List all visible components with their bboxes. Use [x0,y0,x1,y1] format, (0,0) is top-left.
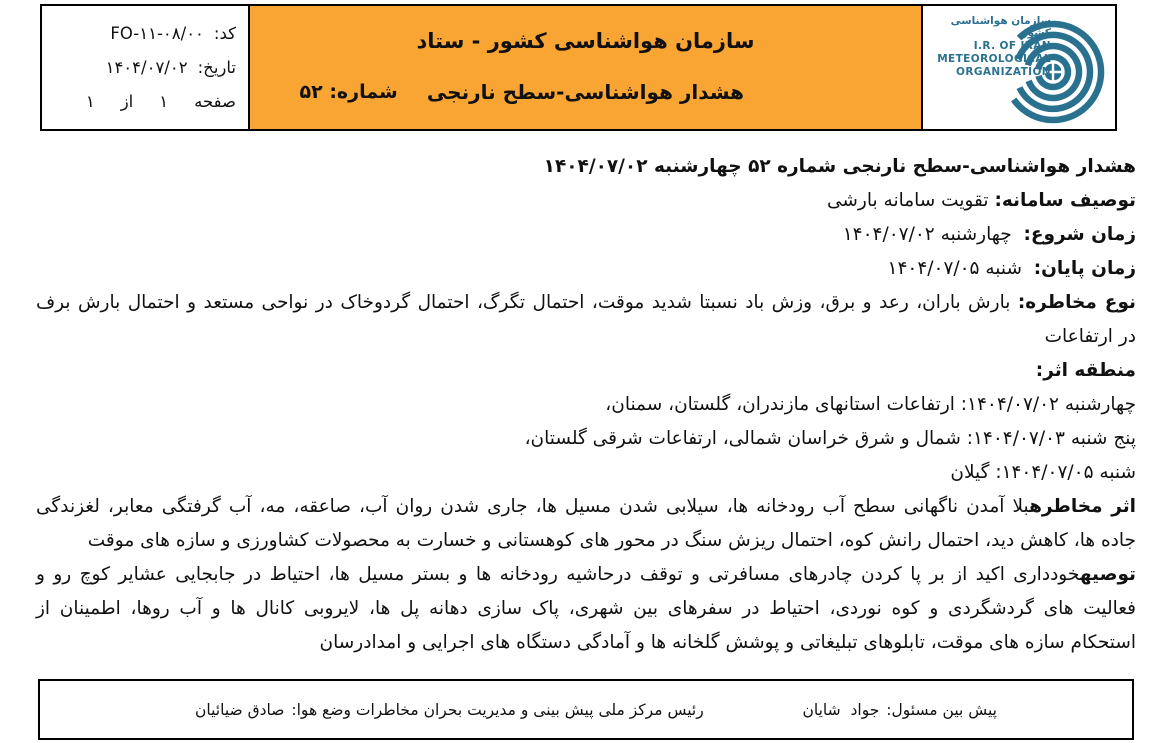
doc-code-label: کد: [213,23,236,43]
forecaster-name: جواد شایان [802,700,880,719]
warning-subtitle-row [250,78,922,106]
doc-date-row [54,58,236,77]
body-line: فعالیت های گردشگردی و کوه نوردی، احتیاط در سفرهای بین شهری، پاک سازی دهانه پل ها، لایروبی کانال ها و آب روها، اطمینان از [36,598,1136,619]
doc-code-value: FO-۱۱-۰۸/۰۰ [110,23,204,43]
body-line: چهارشنبه ۱۴۰۴/۰۷/۰۲: ارتفاعات استانهای مازندران، گلستان، سمنان، [605,394,1136,415]
logo-fa-name: سازمان هواشناسی کشور [950,14,1051,40]
warning-title: هشدار هواشناسی-سطح نارنجی [426,80,745,105]
forecaster-label: پیش بین مسئول: [886,700,997,719]
org-title: سازمان هواشناسی کشور - ستاد [416,28,755,53]
doc-page-row [54,92,236,111]
chief-name: صادق ضیائیان [195,700,285,719]
body-line: زمان شروع: چهارشنبه ۱۴۰۴/۰۷/۰۲ [842,224,1136,245]
body-line: پنج شنبه ۱۴۰۴/۰۷/۰۳: شمال و شرق خراسان شمالی، ارتفاعات شرقی گلستان، [524,428,1136,449]
header-logo-cell [921,4,1117,131]
page-total: ۱ [85,92,95,112]
chief-signature [195,701,704,719]
page-label: صفحه [194,92,236,112]
header-meta-cell [40,4,250,131]
header-banner-cell [248,4,924,131]
doc-code-row [54,24,236,43]
body-line: زمان پایان: شنبه ۱۴۰۴/۰۷/۰۵ [887,258,1136,279]
doc-date-label: تاریخ: [197,57,236,77]
body-line: در ارتفاعات [1044,326,1136,347]
page-of-label: از [120,92,134,112]
body-line: توصیف سامانه: تقویت سامانه بارشی [827,190,1136,211]
body-line: منطقه اثر: [1035,360,1136,381]
body-line: هشدار هواشناسی-سطح نارنجی شماره ۵۲ چهارشنبه ۱۴۰۴/۰۷/۰۲ [543,156,1136,177]
body-line: نوع مخاطره: بارش باران، رعد و برق، وزش باد نسبتا شدید موقت، احتمال تگرگ، احتمال گردوخاک در نواحی مستعد و احتمال بارش برف [36,292,1136,313]
irimo-logo [929,10,1109,126]
warning-body [36,150,1136,660]
chief-label: رئیس مرکز ملی پیش بینی و مدیریت بحران مخاطرات وضع هوا: [291,700,704,719]
body-line: توصیهخودداری اکید از بر پا کردن چادرهای مسافرتی و توقف درحاشیه رودخانه ها و بستر مسیل ها، احتیاط در جابجایی عشایر کوچ رو و [36,564,1136,585]
body-line: جاده ها، کاهش دید، احتمال رانش کوه، احتمال ریزش سنگ در محور های کوهستانی و خسارت به محصولات کشاورزی و سازه های موقت [87,530,1136,551]
page-number: ۱ [159,92,169,112]
body-line: استحکام سازه های موقت، تابلوهای تبلیغاتی و پوشش گلخانه ها و آمادگی دستگاه های اجرایی و امدادرسان [319,632,1136,653]
logo-en-line2: METEOROLOGICAL [937,52,1051,65]
doc-date-value: ۱۴۰۴/۰۷/۰۲ [105,57,188,77]
logo-en-line1: I.R. OF IRAN [973,40,1051,53]
logo-text [929,15,1051,79]
logo-en-line3: ORGANIZATION [956,65,1051,78]
signature-box [38,679,1134,740]
body-line: شنبه ۱۴۰۴/۰۷/۰۵: گیلان [950,462,1136,483]
body-line: اثر مخاطرهبلا آمدن ناگهانی سطح آب رودخانه ها، سیلابی شدن مسیل ها، جاری شدن روان آب، صاعقه، مه، آب گرفتگی معابر، لغزندگی [36,496,1136,517]
forecaster-signature [803,701,997,719]
header-table [40,4,1117,131]
warning-number: شماره: ۵۲ [299,81,398,104]
